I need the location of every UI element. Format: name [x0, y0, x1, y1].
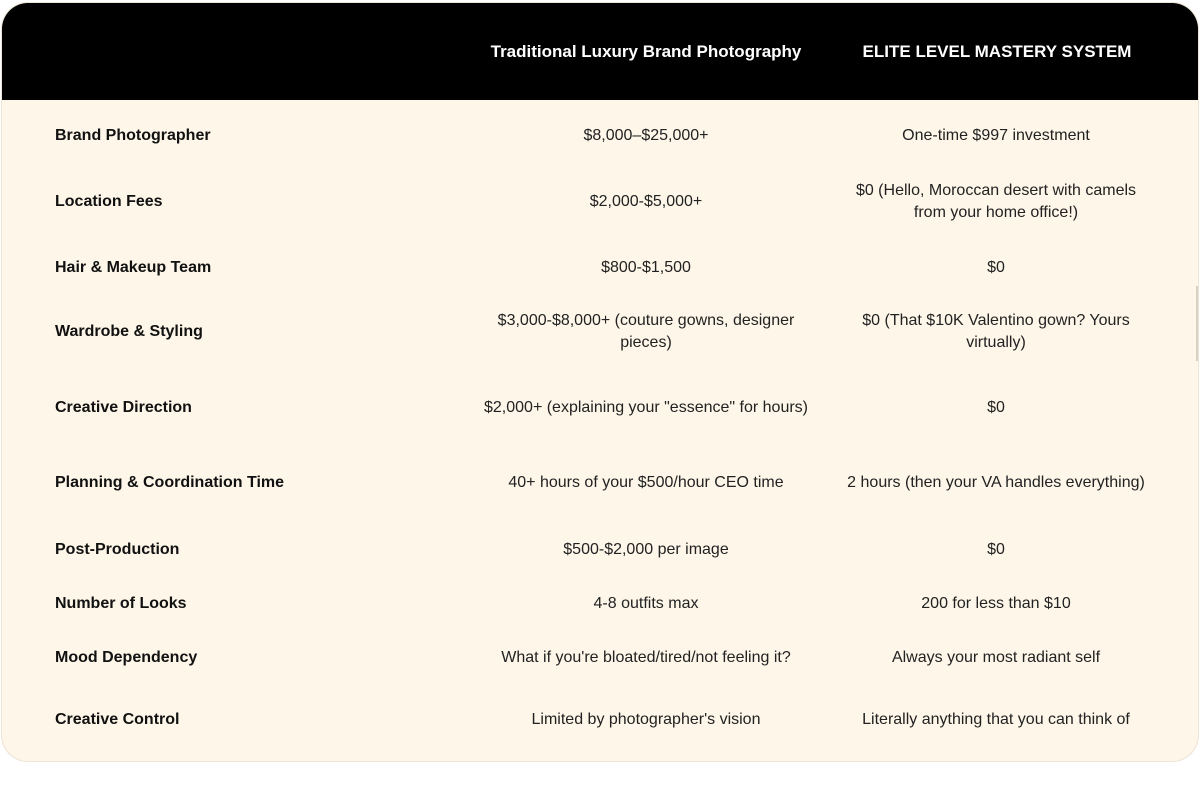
- row-label: Location Fees: [55, 193, 163, 210]
- scrollbar[interactable]: [1196, 286, 1198, 361]
- row-label: Hair & Makeup Team: [55, 259, 212, 276]
- elite-value: Literally anything that you can think of: [862, 711, 1130, 728]
- elite-value: Always your most radiant self: [891, 649, 1101, 666]
- elite-value: $0: [987, 399, 1005, 416]
- table-row: [2, 172, 1198, 232]
- row-label: Creative Direction: [55, 399, 192, 416]
- table-row: [2, 378, 1198, 438]
- header-elite: ELITE LEVEL MASTERY SYSTEM: [862, 41, 1132, 61]
- table-row: [2, 246, 1198, 290]
- table-row: [2, 582, 1198, 626]
- traditional-value: Limited by photographer's vision: [531, 711, 761, 728]
- table-row: [2, 114, 1198, 158]
- header-traditional: Traditional Luxury Brand Photography: [490, 41, 802, 61]
- elite-value: $0 (Hello, Moroccan desert with camels from your home office!): [855, 182, 1137, 221]
- row-label: Post-Production: [55, 541, 180, 558]
- table-row: [2, 453, 1198, 513]
- elite-value: $0: [987, 541, 1005, 558]
- table-row: [2, 690, 1198, 750]
- traditional-value: $2,000+ (explaining your "essence" for hours): [484, 399, 808, 416]
- elite-value: $0: [987, 259, 1005, 276]
- table-row: [2, 302, 1198, 362]
- row-label: Brand Photographer: [55, 127, 211, 144]
- traditional-value: 4-8 outfits max: [593, 595, 699, 612]
- traditional-value: $8,000–$25,000+: [583, 127, 709, 144]
- traditional-value: $500-$2,000 per image: [563, 541, 729, 558]
- elite-value: $0 (That $10K Valentino gown? Yours virtually): [862, 312, 1130, 351]
- row-label: Planning & Coordination Time: [55, 474, 285, 491]
- row-label: Mood Dependency: [55, 649, 198, 666]
- table-row: [2, 528, 1198, 572]
- elite-value: 200 for less than $10: [921, 595, 1071, 612]
- row-label: Creative Control: [55, 711, 180, 728]
- traditional-value: $800-$1,500: [601, 259, 691, 276]
- traditional-value: 40+ hours of your $500/hour CEO time: [508, 474, 784, 491]
- traditional-value: $3,000-$8,000+ (couture gowns, designer pieces): [497, 312, 795, 351]
- comparison-table: [2, 3, 1198, 761]
- traditional-value: $2,000-$5,000+: [589, 193, 703, 210]
- row-label: Wardrobe & Styling: [55, 323, 203, 340]
- elite-value: 2 hours (then your VA handles everything): [847, 474, 1145, 491]
- row-label: Number of Looks: [55, 595, 187, 612]
- table-header: [2, 3, 1198, 100]
- table-row: [2, 636, 1198, 680]
- traditional-value: What if you're bloated/tired/not feeling it?: [501, 649, 791, 666]
- elite-value: One-time $997 investment: [902, 127, 1090, 144]
